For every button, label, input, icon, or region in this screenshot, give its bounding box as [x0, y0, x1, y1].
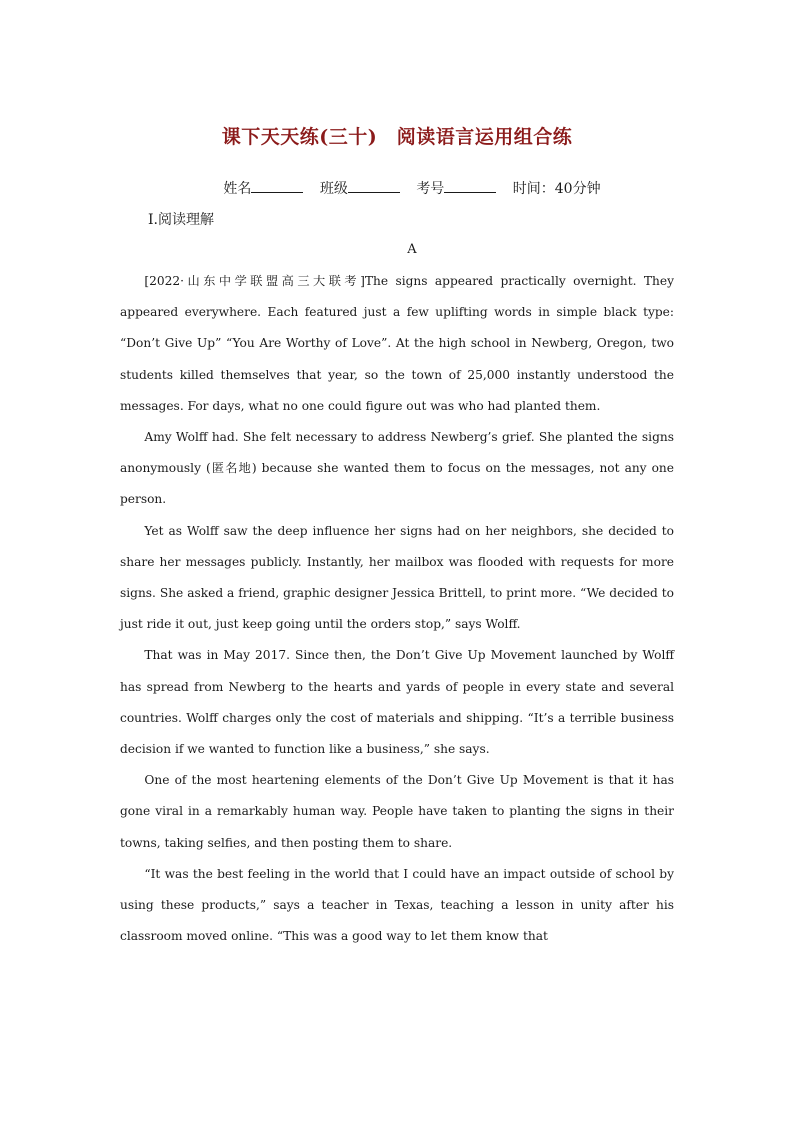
passage-body [120, 266, 674, 952]
class-label: 班级 [319, 181, 348, 197]
time-label: 时间：40分钟 [512, 181, 601, 197]
class-field [320, 178, 400, 198]
student-info-line [0, 178, 794, 198]
id-field [416, 178, 496, 198]
paragraph: “It was the best feeling in the world that I could have an impact outside of school by using these products,” says a teacher in Texas, teaching a lesson in unity after his classroom moved online. “This was a good way to let them know that [120, 866, 674, 944]
paragraph: [2022·山东中学联盟高三大联考]The signs appeared practically overnight. They appeared everywhere. Each featured just a few uplifting words in simple black type: “Don’t Give Up” “You Are Worthy of Love”. At the high school in Newberg, Oregon, two students killed themselves that year, so the town of 25,000 instantly understood the messages. For days, what no one could figure out was who had planted them. [120, 274, 674, 413]
name-label: 姓名 [223, 181, 252, 197]
paragraph: One of the most heartening elements of the Don’t Give Up Movement is that it has gone viral in a remarkably human way. People have taken to planting the signs in their towns, taking selfies, and then posting them to share. [120, 773, 674, 850]
class-blank [348, 180, 400, 193]
name-blank [251, 180, 303, 193]
paragraph: That was in May 2017. Since then, the Don’t Give Up Movement launched by Wolff has spread from Newberg to the hearts and yards of people in every state and several countries. Wolff charges only the cost of materials and shipping. “It’s a terrible business decision if we wanted to function like a business,” she says. [120, 648, 674, 757]
paragraph: Amy Wolff had. She felt necessary to address Newberg’s grief. She planted the signs anonymously (匿名地) because she wanted them to focus on the messages, not any one person. [120, 430, 674, 507]
passage-label: A [407, 242, 417, 257]
page-title: 课下天天练(三十) 阅读语言运用组合练 [221, 126, 573, 148]
id-label: 考号 [416, 181, 445, 197]
name-field [223, 178, 303, 198]
id-blank [444, 180, 496, 193]
section-heading: Ⅰ.阅读理解 [148, 212, 214, 228]
paragraph: Yet as Wolff saw the deep influence her signs had on her neighbors, she decided to share her messages publicly. Instantly, her mailbox was flooded with requests for more signs. She asked a friend, graphic designer Jessica Brittell, to print more. “We decided to just ride it out, just keep going until the orders stop,” says Wolff. [120, 523, 674, 632]
time-field [513, 178, 601, 198]
